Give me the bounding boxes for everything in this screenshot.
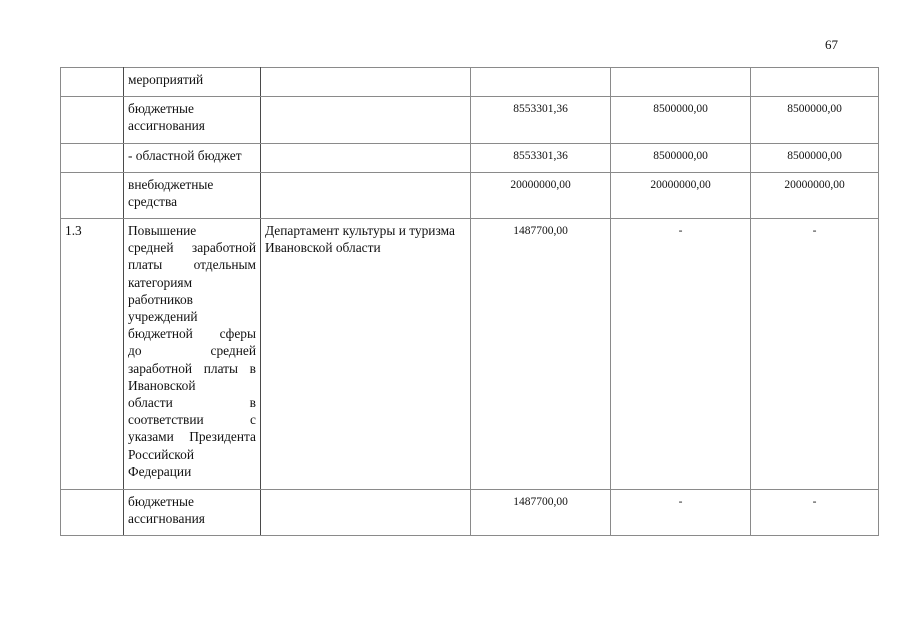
amount-year-2-cell: 8500000,00 [611, 144, 751, 173]
item-name-line [128, 411, 256, 428]
item-name-word: указами [128, 429, 174, 445]
item-name-word: платы [203, 360, 239, 376]
item-name-word: бюджетной [128, 326, 193, 342]
item-name-word: области [128, 395, 173, 411]
amount-year-2-cell: 20000000,00 [611, 173, 751, 219]
item-name-cell [124, 219, 261, 490]
executor-cell [261, 173, 471, 219]
amount-year-1-cell: 1487700,00 [471, 219, 611, 490]
amount-year-1-cell: 20000000,00 [471, 173, 611, 219]
item-name-line [128, 394, 256, 411]
item-name-word: Президента [189, 429, 256, 445]
table-row [61, 144, 879, 173]
item-name-line [128, 325, 256, 342]
amount-year-1-cell: 8553301,36 [471, 144, 611, 173]
item-name-line: Ивановской [128, 377, 196, 393]
amount-year-1-cell [471, 68, 611, 97]
item-name-word: заработной [191, 240, 256, 256]
amount-year-3-cell: - [751, 490, 879, 536]
item-name-word: в [249, 395, 256, 411]
amount-year-2-cell [611, 68, 751, 97]
item-name-cell: бюджетные ассигнования [124, 97, 261, 144]
executor-cell [261, 144, 471, 173]
item-name-word: с [250, 412, 256, 428]
executor-cell [261, 97, 471, 144]
item-name-cell: бюджетные ассигнования [124, 490, 261, 536]
item-name-word: средней [128, 240, 174, 256]
amount-year-3-cell: 20000000,00 [751, 173, 879, 219]
table-row [61, 173, 879, 219]
executor-cell [261, 490, 471, 536]
item-name-line [128, 342, 256, 359]
item-name-line [128, 239, 256, 256]
item-name-word: отдельным [193, 257, 256, 273]
item-name-cell: внебюджетные средства [124, 173, 261, 219]
item-name-line: учреждений [128, 309, 198, 325]
item-name-word: сферы [219, 326, 256, 342]
item-name-line: категориям [128, 274, 193, 290]
item-number-cell [61, 490, 124, 536]
item-name-word: средней [210, 343, 256, 359]
amount-year-3-cell: - [751, 219, 879, 490]
item-name-word: заработной [128, 360, 193, 376]
item-name-word: соответствии [128, 412, 204, 428]
table-row [61, 219, 879, 490]
amount-year-2-cell: - [611, 219, 751, 490]
item-name-line: Повышение [128, 223, 197, 238]
table-row [61, 97, 879, 144]
item-name-line [128, 256, 256, 273]
amount-year-1-cell: 1487700,00 [471, 490, 611, 536]
amount-year-1-cell: 8553301,36 [471, 97, 611, 144]
item-number-cell [61, 68, 124, 97]
item-name-cell: мероприятий [124, 68, 261, 97]
item-name-line: Федерации [128, 463, 192, 479]
item-number-cell [61, 173, 124, 219]
item-number-cell: 1.3 [61, 219, 124, 490]
table-row [61, 490, 879, 536]
amount-year-2-cell: - [611, 490, 751, 536]
item-name-word: до [128, 343, 142, 359]
item-number-cell [61, 97, 124, 144]
page-number: 67 [825, 37, 838, 52]
amount-year-2-cell: 8500000,00 [611, 97, 751, 144]
budget-allocation-table [60, 67, 879, 536]
item-name-line: Российской [128, 446, 194, 462]
amount-year-3-cell: 8500000,00 [751, 144, 879, 173]
item-name-word: в [249, 360, 256, 376]
table-row [61, 68, 879, 97]
item-name-line: работников [128, 291, 193, 307]
item-name-line [128, 360, 256, 377]
amount-year-3-cell [751, 68, 879, 97]
amount-year-3-cell: 8500000,00 [751, 97, 879, 144]
executor-cell: Департамент культуры и туризма Ивановской области [261, 219, 471, 490]
item-name-cell: - областной бюджет [124, 144, 261, 173]
executor-cell [261, 68, 471, 97]
item-name-word: платы [128, 257, 163, 273]
item-name-line [128, 428, 256, 445]
item-number-cell [61, 144, 124, 173]
